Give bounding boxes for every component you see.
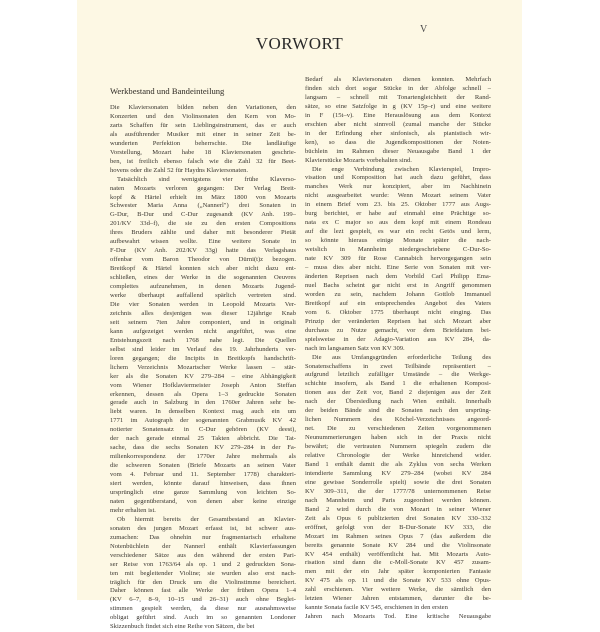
text-line: Jahren nach Mozarts Tod. Eine kritische Neuausgabe (305, 613, 491, 621)
text-line: nata ex C major so aus dem kopf mit einem Rondeau (305, 219, 491, 227)
text-line: aufbewahrt wissen wollte. Eine weitere Sonate in (110, 238, 296, 246)
text-line: ten mit begleitender Violine; sie wurden also erst nach- (110, 569, 296, 577)
text-line: verschiedener Sätze aus den während der ersten Pari- (110, 551, 296, 559)
text-line: men mit der ein Jahr später komponierten Fantasie (305, 568, 491, 576)
text-line: in F (15t–v). Eine Herauslösung aus dem Kontext (305, 111, 491, 119)
text-line: ker als die Sonaten KV 279–284 – eine Abhängigkeit (110, 372, 296, 380)
text-line: mehr erhalten ist. (110, 506, 156, 514)
text-line: Schwester Maria Anna („Nannerl") drei Sonaten in (110, 202, 296, 210)
text-line: in der Erfindung eher sinfonisch, als pianistisch wir- (305, 129, 491, 137)
text-line: finden sich dort sogar Stücke in der Abfolge schnell – (305, 84, 491, 92)
text-line: werke überhaupt auffallend spärlich vertreten sind. (110, 292, 296, 300)
text-line: ursprünglich eine ganze Sammlung von leichten So- (110, 488, 296, 496)
text-line: seit seinem 7ten Jahre componiert, und in originali (110, 318, 296, 326)
text-line: auf die lezt gespielt, es war ein recht Getös und lerm, (305, 228, 491, 236)
text-line: ken), so dass die Jugendkompositionen der Noten- (305, 138, 491, 146)
text-line: der beiden Bände sind die Sonaten nach den ursprüng- (305, 407, 491, 415)
text-line: lichem Verzeichnis Mozartscher Werke lassen – stär- (110, 363, 296, 371)
text-line: ben, ist freilich ebenso falsch wie die Zahl 32 für Beet- (110, 157, 296, 165)
text-line: schichte insofern, als Band 1 die erhaltenen Komposi- (305, 380, 491, 388)
text-line: Die aus Umfangsgründen erforderliche Teilung des (312, 353, 491, 361)
text-line: kann aufgezeiget werden nicht angeführt, was eine (110, 327, 296, 335)
text-line: Band 2 wird durch die von Mozart in seiner Wiener (305, 505, 491, 513)
text-line: in einem Brief vom 23. bis 25. Oktober 1777 aus Augs- (305, 201, 491, 209)
right-column-text (305, 76, 491, 622)
document-page (77, 0, 522, 631)
text-line: relative Chronologie der Werke hinreichend wider. (305, 452, 491, 460)
text-line: intendierte Sammlung KV 279–284 (wobei KV 284 (305, 469, 491, 477)
text-line: 201/KV 33d–f), die sie zu den ersten Compositions (110, 220, 296, 228)
text-line: büchlein im Rahmen dieser Neuausgabe Band 1 der (305, 147, 491, 155)
text-line: die schweren Sonaten (Briefe Mozarts an seinen Vater (110, 462, 296, 470)
text-line: durchaus zu Nutze gemacht, vor dem Briefdatum bei- (305, 326, 491, 334)
text-line: lichen Nummern des Köchel-Verzeichnisses angeord- (305, 416, 491, 424)
text-line: schließen, eines der Werke in die sogenannten Oeuvres (110, 274, 296, 282)
text-line: zumachen: Das ohnehin nur fragmentarisch erhaltene (110, 533, 296, 541)
section-heading: Werkbestand und Bandeinteilung (110, 86, 225, 96)
text-line: Notenbüchlein der Nannerl enthält Klavierfassungen (110, 542, 296, 550)
left-column-text (110, 104, 296, 632)
text-line: träglich für den Druck um die Violinstimme bereichert. (110, 578, 296, 586)
text-line: ihres Bruders zählte und daher mit besonderer Pietät (110, 229, 296, 237)
text-line: zeichnis alles desjenigen was dieser 12jährige Knab (110, 309, 296, 317)
text-line: weislich in Mannheim niedergeschriebene C-Dur-So- (305, 246, 491, 254)
page-number: V (420, 24, 428, 35)
text-line: KV 454 enthält) veröffentlicht hat. Mit Mozarts Auto- (305, 550, 491, 558)
text-line: zahl erschienen. Vier weitere Werke, die sämtlich den (305, 586, 491, 594)
text-line: gerade auch in Salzburg in den 1760er Jahren sehr be- (110, 399, 296, 407)
text-line: KV 309–311, die der 1777/78 unternommenen Reise (305, 487, 491, 495)
text-line: Die vier Sonaten werden in Leopold Mozarts Ver- (110, 300, 296, 308)
text-line: Breitkopf auf ein entsprechendes Angebot des Vaters (305, 299, 491, 307)
text-line: Prinzip der veränderten Reprisen hat sich Mozart aber (305, 317, 491, 325)
text-line: Vorstellung, Mozart habe 18 Klaviersonaten geschrie- (110, 148, 296, 156)
text-line: Daher können fast alle Werke der frühen Opera 1–4 (110, 587, 296, 595)
text-line: G-Dur, B-Dur und C-Dur zugesandt (KV Anh. 199– (110, 211, 296, 219)
text-line: bewährt; die vertrauten Nummern spiegeln zudem die (305, 443, 491, 451)
text-line: loren gegangen; die Incipits in Breitkopfs handschrift- (110, 354, 296, 362)
text-line: naten gegenüberstand, von denen aber keine einzige (110, 497, 296, 505)
text-line: complettes aufzunehmen, in denen Mozarts Jugend- (110, 283, 296, 291)
text-line: Neunummerierungen haben sich in der Praxis nicht (305, 434, 491, 442)
text-line: tionen aus der Zeit vor, Band 2 diejenigen aus der Zeit (305, 389, 491, 397)
text-line: (KV 6–7, 8–9, 10–15 und 26–31) auch ohne Beglei- (110, 596, 296, 604)
text-line: erkennen, dessen als Opera 1–3 gedruckte Sonaten (110, 390, 296, 398)
text-line: aufgrund letztlich zufälliger Umstände – die Werkge- (305, 371, 491, 379)
text-line: Breitkopf & Härtel konnten sich aber nicht dazu ent- (110, 265, 296, 273)
text-line: F-Dur (KV Anh. 202/KV 33g) hatte das Verlagshaus (110, 247, 296, 255)
text-line: kannte Sonata facile KV 545, erschienen in den ersten (305, 604, 448, 612)
text-line: KV 475 als op. 11 und die Sonate KV 533 ohne Opus- (305, 577, 491, 585)
left-column (110, 86, 296, 632)
text-line: eine gewisse Sonderrolle spielt) sowie die drei Sonaten (305, 478, 491, 486)
text-line: selbst sind leider im Verlauf des 19. Jahrhunderts ver- (110, 345, 296, 353)
text-line: Sonatenschaffens in zwei Teilbände repräsentiert – (305, 362, 491, 370)
text-line: offenbar vom Baron Theodor von Dürni(t)z bezogen. (110, 256, 296, 264)
text-line: letzten Wiener Jahren entstammen, darunter die be- (305, 595, 491, 603)
text-line: vom Wiener Hofklaviermeister Joseph Anton Steffan (110, 381, 296, 389)
text-line: sonaten des jungen Mozart erfasst ist, ist schwer aus- (110, 524, 296, 532)
text-line: nach Mannheim und Paris zugeordnet werden können. (305, 496, 491, 504)
text-line: – muss dies aber nicht. Eine Serie von Sonaten mit ver- (305, 264, 491, 272)
text-line: spielsweise in der Adagio-Variation aus KV 284, da- (305, 335, 491, 343)
text-line: manches Werk nur konzipiert, aber im Nachhinein (305, 183, 491, 191)
text-line: risation sind dann die c-Moll-Sonate KV 457 zusam- (305, 559, 491, 567)
right-column (305, 76, 491, 622)
text-line: nate KV 309 für Rose Cannabich hervorgegangen sein (305, 255, 491, 263)
text-line: net. Die zu verschiedenen Zeiten vorgenommenen (305, 425, 491, 433)
text-line: Mozart im Rahmen seines Opus 7 (das außerdem die (305, 532, 491, 540)
text-line: bereits genannte Sonate KV 284 und die Violinsonate (305, 541, 491, 549)
text-line: burg berichtet, er habe auf einmahl eine Prächtige so- (305, 210, 491, 218)
text-line: Die Klaviersonaten bilden neben den Variationen, den (110, 104, 296, 111)
text-line: Bedarf als Klaviersonaten dienen konnten. Mehrfach (305, 76, 491, 83)
text-line: notierter Sonatensatz in C-Dur gehören (KV deest), (110, 426, 296, 434)
text-line: obligat geführt sind. Auch im so genannten Londoner (110, 614, 296, 622)
text-line: zarts Schaffen für sein Lieblingsinstrument, das er auch (110, 121, 296, 129)
text-line: hovens oder die Zahl 52 für Haydns Klaviersonaten. (110, 166, 249, 174)
text-line: Konzerten und den Violinsonaten den Kern von Mo- (110, 112, 296, 120)
text-line: visation und Komposition hat auch dazu geführt, dass (305, 174, 491, 182)
text-line: nicht ausgearbeitet wurde: Wenn Mozart seinem Vater (305, 192, 491, 200)
text-line: der nach gerade einmal 25 Takten abbricht. Die Tat- (110, 435, 296, 443)
text-line: wunderten Perfektion beherrschte. Die landläufige (110, 139, 296, 147)
text-line: Tatsächlich sind wenigstens vier frühe Klaverso- (117, 175, 296, 183)
text-line: kopf & Härtel erhielt im März 1800 von Mozarts (110, 193, 296, 201)
text-line: nach der Übersiedlung nach Wien enthält. Innerhalb (305, 398, 491, 406)
text-line: erschien aber nicht sinnvoll (zumal manche der Stücke (305, 120, 491, 128)
text-line: siert werden, könnte darauf hinweisen, dass ihnen (110, 480, 296, 488)
text-line: 1771 im Autograph der sogenannten Grabmusik KV 42 (110, 417, 296, 425)
text-line: nach im langsamen Satz von KV 309. (305, 344, 405, 352)
text-line: vom 6. Oktober 1775 überhaupt nicht einging. Das (305, 308, 491, 316)
text-line: Skizzenbuch findet sich eine Reihe von Sätzen, die bei (110, 623, 255, 631)
text-line: sätze, so eine Satzfolge in g (KV 15p–r) und eine weitere (305, 102, 491, 110)
text-line: Zeit als Opus 6 publizierten drei Sonaten KV 330–332 (305, 514, 491, 522)
text-line: liebt waren. In denselben Kontext mag auch ein um (110, 408, 296, 416)
text-line: worden zu sein, nachdem Johann Gottlob Immanuel (305, 290, 491, 298)
text-line: eröffnet, gefolgt von der B-Dur-Sonate KV 333, die (305, 523, 491, 531)
text-line: vom 4. Februar und 11. September 1778) charakteri- (110, 471, 296, 479)
text-line: Die enge Verbindung zwischen Klavierspiel, Impro- (312, 165, 491, 173)
text-line: naten Mozarts verloren gegangen: Der Verlag Breit- (110, 184, 296, 192)
text-line: als ausführender Musiker mit einer in seiner Zeit be- (110, 130, 296, 138)
text-line: milienkorrespondenz der 1770er Jahre mehrmals als (110, 453, 296, 461)
text-line: sache, dass die sechs Sonaten KV 279–284 in der Fa- (110, 444, 296, 452)
text-line: Entstehungszeit nach 1768 nahe legt. Die Quellen (110, 336, 296, 344)
text-line: Klavierstücke Mozarts vorbehalten sind. (305, 156, 412, 164)
text-line: stimmen gespielt werden, da diese nur ausnahmsweise (110, 605, 296, 613)
text-line: Ob hiermit bereits der Gesamtbestand an Klavier- (117, 515, 296, 523)
text-line: nuel Bachs scheint gar nicht erst in Angriff genommen (305, 281, 491, 289)
text-line: langsam – schnell mit Tonartengleichheit der Rand- (305, 93, 491, 101)
text-line: Band 1 enthält damit die als Zyklus von sechs Werken (305, 460, 491, 468)
page-title: VORWORT (255, 34, 344, 53)
text-line: so könnte hieraus einige Monate später die nach- (305, 237, 491, 245)
text-line: änderten Reprisen nach dem Vorbild Carl Philipp Ema- (305, 272, 491, 280)
text-line: ser Reise von 1763/64 als op. 1 und 2 gedruckten Sona- (110, 560, 296, 568)
